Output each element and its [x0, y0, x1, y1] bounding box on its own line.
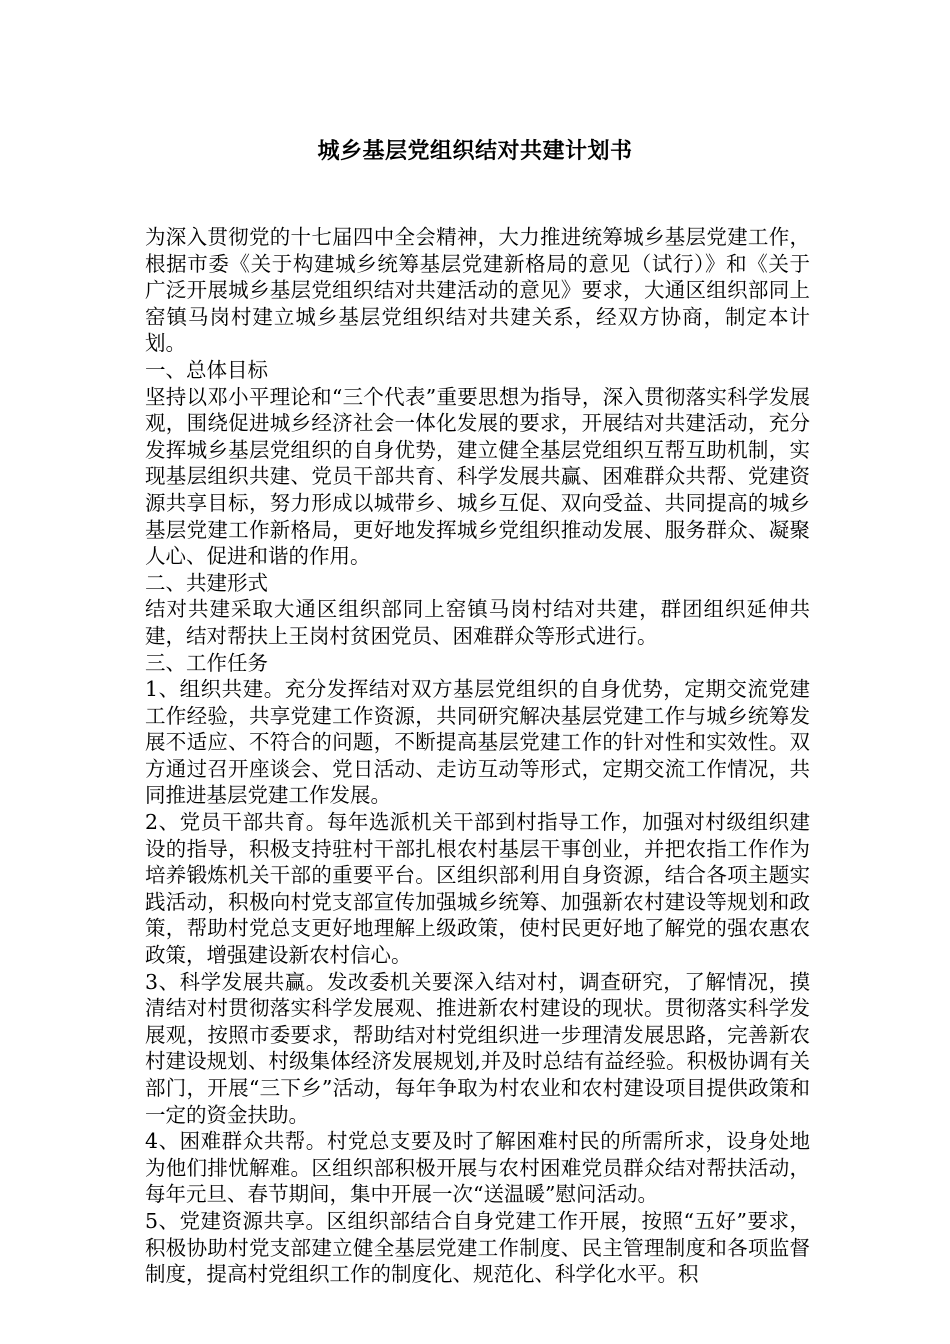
forms-paragraph: 结对共建采取大通区组织部同上窑镇马岗村结对共建，群团组织延伸共建，结对帮扶上王岗村贫困党员、困难群众等形式进行。 — [145, 597, 810, 648]
intro-paragraph: 为深入贯彻党的十七届四中全会精神，大力推进统筹城乡基层党建工作，根据市委《关于构建城乡统筹基层党建新格局的意见（试行）》和《关于广泛开展城乡基层党组织结对共建活动的意见》要求，大通区组织部同上窑镇马岗村建立城乡基层党组织结对共建关系，经双方协商，制定本计划。 — [145, 225, 810, 356]
task-paragraph-4: 4、困难群众共帮。村党总支要及时了解困难村民的所需所求，设身处地为他们排忧解难。区组织部积极开展与农村困难党员群众结对帮扶活动，每年元旦、春节期间，集中开展一次“送温暖”慰问活动。 — [145, 1129, 810, 1207]
section-heading-tasks: 三、工作任务 — [145, 650, 268, 675]
goals-paragraph: 坚持以邓小平理论和“三个代表”重要思想为指导，深入贯彻落实科学发展观，围绕促进城乡经济社会一体化发展的要求，开展结对共建活动，充分发挥城乡基层党组织的自身优势，建立健全基层党组织互帮互助机制，实现基层组织共建、党员干部共育、科学发展共赢、困难群众共帮、党建资源共享目标，努力形成以城带乡、城乡互促、双向受益、共同提高的城乡基层党建工作新格局，更好地发挥城乡党组织推动发展、服务群众、凝聚人心、促进和谐的作用。 — [145, 384, 810, 569]
document-body — [145, 224, 810, 1288]
task-paragraph-3: 3、科学发展共赢。发改委机关要深入结对村，调查研究，了解情况，摸清结对村贯彻落实科学发展观、推进新农村建设的现状。贯彻落实科学发展观，按照市委要求，帮助结对村党组织进一步理清发展思路，完善新农村建设规划、村级集体经济发展规划,并及时总结有益经验。积极协调有关部门，开展“三下乡”活动，每年争取为村农业和农村建设项目提供政策和一定的资金扶助。 — [145, 969, 810, 1127]
task-paragraph-5: 5、党建资源共享。区组织部结合自身党建工作开展，按照“五好”要求，积极协助村党支部建立健全基层党建工作制度、民主管理制度和各项监督制度，提高村党组织工作的制度化、规范化、科学化水平。积 — [145, 1208, 810, 1287]
section-heading-forms: 二、共建形式 — [145, 570, 268, 595]
task-paragraph-2: 2、党员干部共育。每年选派机关干部到村指导工作，加强对村级组织建设的指导，积极支持驻村干部扎根农村基层干事创业，并把农指工作作为培养锻炼机关干部的重要平台。区组织部利用自身资源，结合各项主题实践活动，积极向村党支部宣传加强城乡统筹、加强新农村建设等规划和政策，帮助村党总支更好地理解上级政策，使村民更好地了解党的强农惠农政策，增强建设新农村信心。 — [145, 810, 810, 968]
section-heading-goals: 一、总体目标 — [145, 357, 268, 382]
task-paragraph-1: 1、组织共建。充分发挥结对双方基层党组织的自身优势，定期交流党建工作经验，共享党建工作资源，共同研究解决基层党建工作与城乡统筹发展不适应、不符合的问题，不断提高基层党建工作的针对性和实效性。双方通过召开座谈会、党日活动、走访互动等形式，定期交流工作情况，共同推进基层党建工作发展。 — [145, 677, 810, 808]
document-title: 城乡基层党组织结对共建计划书 — [317, 138, 633, 164]
